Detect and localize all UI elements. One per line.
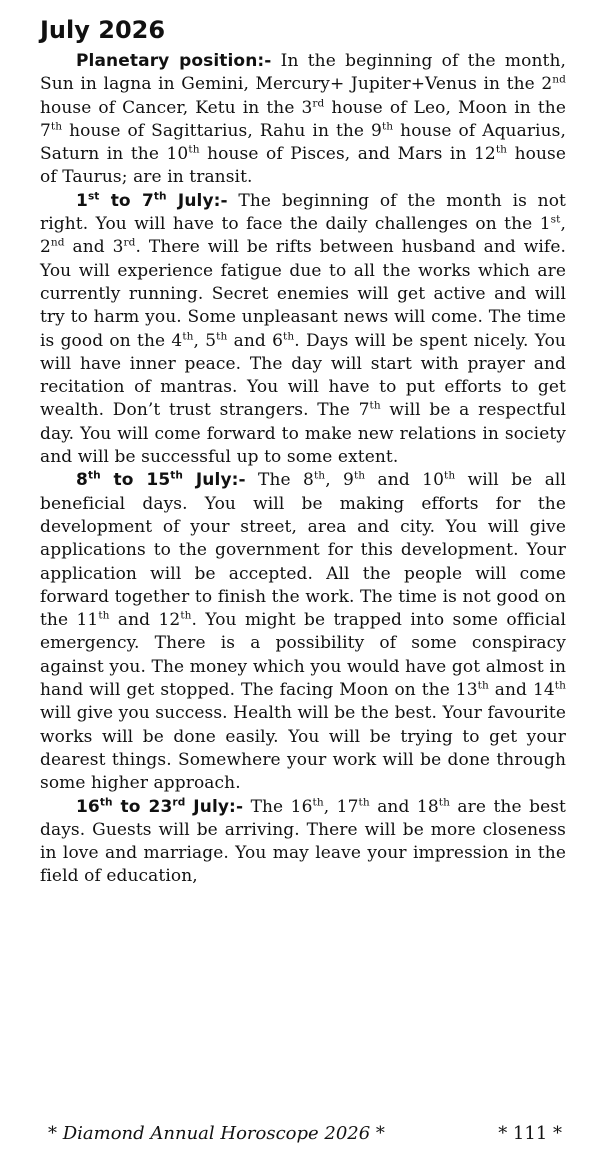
paragraph-lead: 8th to 15th July:- (76, 469, 246, 491)
paragraph-week-2 (40, 469, 566, 795)
page-footer (40, 1120, 566, 1148)
paragraph-lead: Planetary position:- (76, 51, 272, 71)
paragraph-lead: 1st to 7th July:- (76, 190, 228, 211)
paragraph-body: The 16th, 17th and 18th are the best days. Guests will be arriving. There will be more closeness in love and marriage. You may leave your impression in the field of education, (40, 795, 566, 887)
paragraph-lead: 16th to 23rd July:- (76, 795, 244, 817)
page-content (40, 14, 566, 889)
paragraph-body: The beginning of the month is not right. You will have to face the daily challenges on the 1st, 2nd and 3rd. There will be rifts between husband and wife. You will experience fatigue due to all the works which are currently running. Secret enemies will get active and will try to harm you. Some unpleasant news will come. The time is good on the 4th, 5th and 6th. Days will be spent nicely. You will have inner peace. The day will start with prayer and recitation of mantras. You will have to put efforts to get wealth. Don’t trust strangers. The 7th will be a respectful day. You will come forward to make new relations in society and will be successful up to some extent. (40, 190, 566, 468)
paragraph-week-3 (40, 796, 566, 889)
paragraph-body: The 8th, 9th and 10th will be all beneficial days. You will be making efforts for the development of your street, area and city. You will give applications to the government for this development. Your application will be accepted. All the people will come forward together to finish the work. The time is not good on the 11th and 12th. You might be trapped into some official emergency. There is a possibility of some conspiracy against you. The money which you would have got almost in hand will get stopped. The facing Moon on the 13th and 14th will give you success. Health will be the best. Your favourite works will be done easily. You will be trying to get your dearest things. Somewhere your work will be done through some higher approach. (40, 469, 567, 794)
paragraph-week-1 (40, 190, 566, 470)
page-title: July 2026 (40, 16, 166, 44)
paragraph-planetary-position (40, 50, 566, 190)
footer-book-title: * Diamond Annual Horoscope 2026 * (48, 1123, 385, 1144)
footer-page-number: * 111 * (498, 1123, 562, 1144)
paragraph-body: In the beginning of the month, Sun in lagna in Gemini, Mercury+ Jupiter+Venus in the 2nd house of Cancer, Ketu in the 3rd house of Leo, Moon in the 7th house of Sagittarius, Rahu in the 9th house of Aquarius, Saturn in the 10th house of Pisces, and Mars in 12th house of Taurus; are in transit. (40, 51, 566, 188)
